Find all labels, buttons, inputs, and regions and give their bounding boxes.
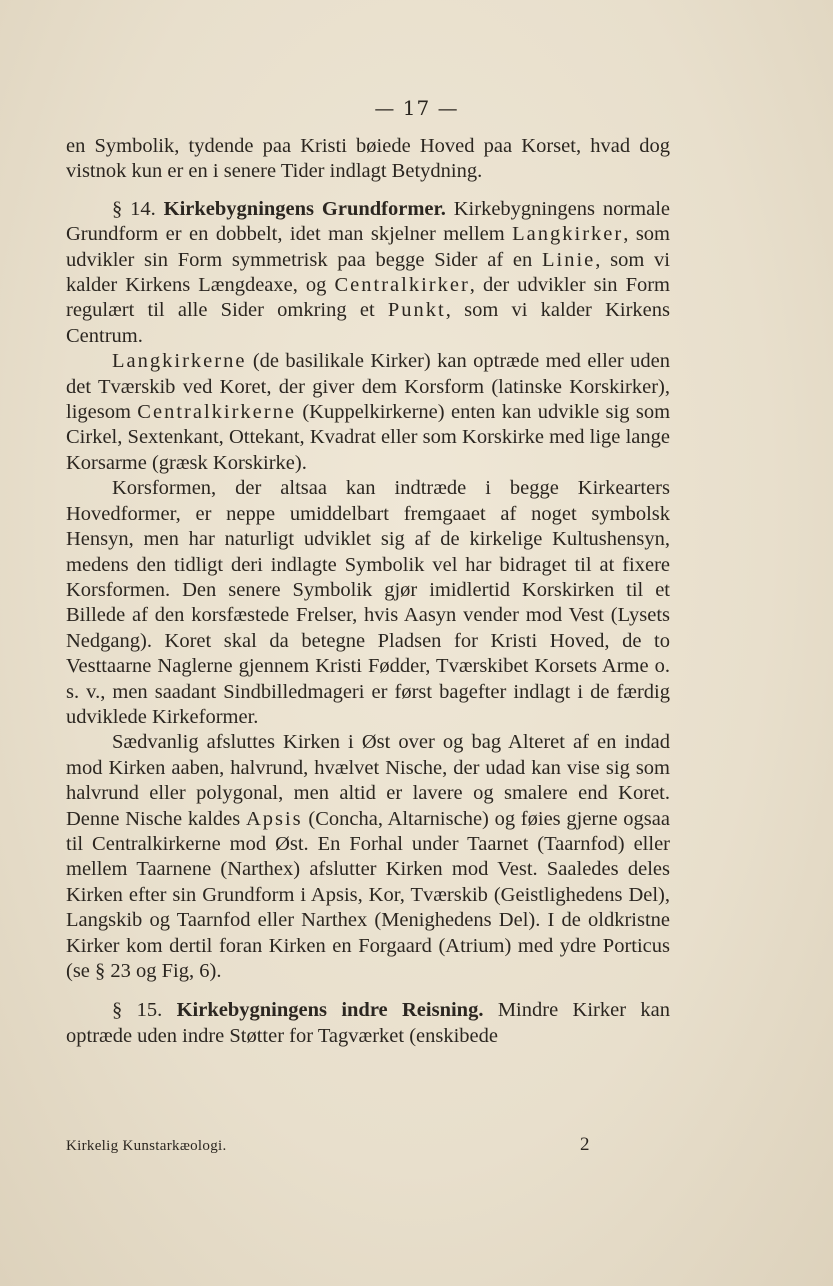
spaced-term: Apsis [245,807,303,830]
section-number: § 14. [112,197,156,220]
paragraph-3: Langkirkerne (de basilikale Kirker) kan optræde med eller uden det Tværskib ved Koret, der giver dem Korsform (latinske Korskirker), ligesom Centralkirkerne (Kuppelkirkerne) enten kan udvikle sig som Cirkel, Sextenkant, Ottekant, Kvadrat eller som Korskirke med lige lange Korsarme (græsk Korskirke). [66,350,671,474]
paragraph-4: Korsformen, der altsaa kan indtræde i begge Kirkearters Hovedformer, er neppe umiddelbart fremgaaet af noget symbolsk Hensyn, men har naturligt udviklet sig af de kirkelige Kultushensyn, medens den tidligt deri indlagte Symbolik vel har bidraget til at fixere Korsformen. Den senere Symbolik gjør imidlertid Korskirken til et Billede af den korsfæstede Frelser, hvis Aasyn vender mod Vest (Lysets Nedgang). Koret skal da betegne Pladsen for Kristi Hoved, de to Vesttaarne Naglerne gjennem Kristi Fødder, Tværskibet Korsets Arme o. s. v., men saadant Sindbilledmageri er først bagefter indlagt i de færdig udviklede Kirkeformer. [66,477,670,728]
paragraph-section-14: § 14. Kirkebygningens Grundformer. Kirkebygningens normale Grundform er en dobbelt, idet man skjelner mellem Langkirker, som udvikler sin Form symmetrisk paa begge Sider af en Linie, som vi kalder Kirkens Længdeaxe, og Centralkirker, der udvikler sin Form regulært til alle Sider omkring et Punkt, som vi kalder Kirkens Centrum. [66,197,671,347]
spaced-term: Centralkirkerne [137,401,296,424]
signature-mark: 2 [580,1134,590,1155]
section-heading: Kirkebygningens indre Reisning. [176,999,484,1022]
page-footer [66,1134,670,1162]
spaced-term: Centralkirker [334,274,470,297]
page-number: — 17 — [374,96,459,120]
paragraph-5: Sædvanlig afsluttes Kirken i Øst over og bag Alteret af en indad mod Kirken aaben, halvrund, hvælvet Nische, der udad kan vise sig som halvrund eller polygonal, men altid er lavere og smalere end Koret. Denne Nische kaldes Apsis (Concha, Altarnische) og føies gjerne ogsaa til Centralkirkerne mod Øst. En Forhal under Taarnet (Taarnfod) eller mellem Taarnene (Narthex) afslutter Kirken mod Vest. Saaledes deles Kirken efter sin Grundform i Apsis, Kor, Tværskib (Geistlighedens Del), Langskib og Taarnfod eller Narthex (Menighedens Del). I de oldkristne Kirker kom dertil foran Kirken en Forgaard (Atrium) med ydre Porticus (se § 23 og Fig, 6). [66,731,670,982]
spaced-term: Punkt [387,299,446,322]
paragraph-section-15: § 15. Kirkebygningens indre Reisning. Mindre Kirker kan optræde uden indre Støtter for Tagværket (enskibede [66,999,670,1047]
footer-source: Kirkelig Kunstarkæologi. [66,1138,227,1154]
section-heading: Kirkebygningens Grundformer. [163,197,446,220]
section-number: § 15. [112,999,163,1022]
paragraph-1: en Symbolik, tydende paa Kristi bøiede Hoved paa Korset, hvad dog vistnok kun er en i senere Tider indlagt Betydning. [66,135,670,183]
spaced-term: Langkirkerne [112,350,247,373]
spaced-term: Linie [542,248,596,271]
spaced-term: Langkirker [512,223,624,246]
body-text [66,134,670,1049]
